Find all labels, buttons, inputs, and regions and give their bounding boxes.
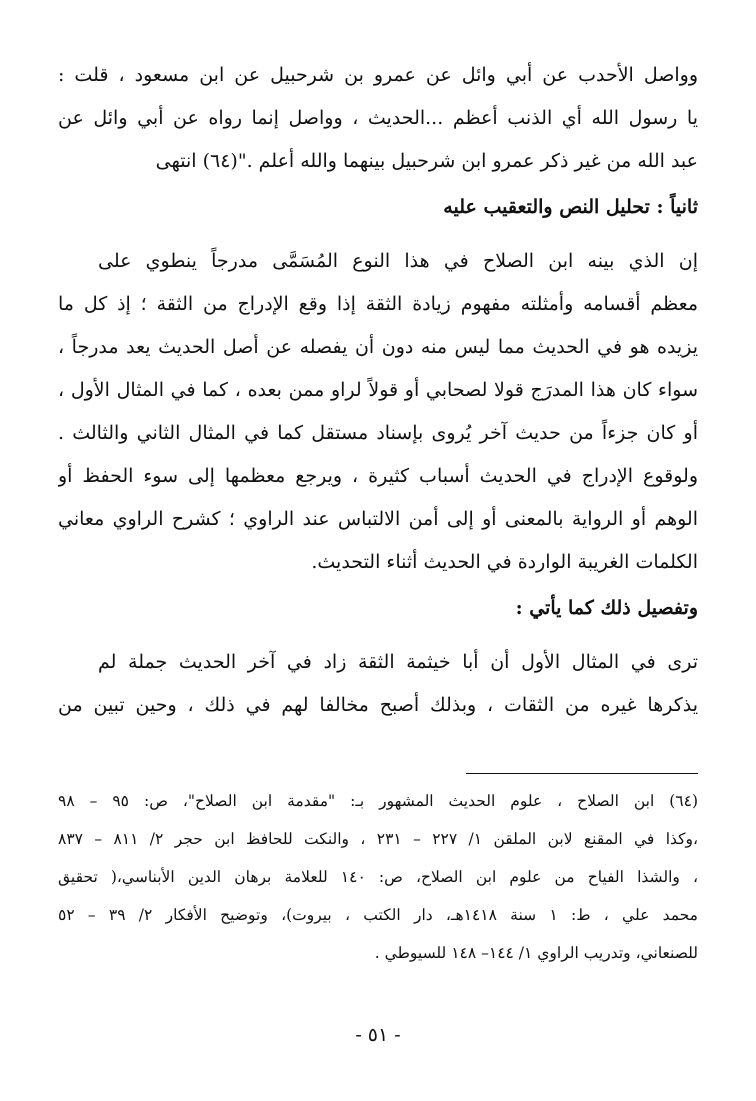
footnote-line: للصنعاني، وتدريب الراوي ١/ ١٤٤– ١٤٨ للسيوطي . — [374, 944, 698, 962]
footnote-line: محمد علي ، ط: ١ سنة ١٤١٨هـ، دار الكتب ، بيروت)، وتوضيح الأفكار ٢/ ٣٩ – ٥٢ — [58, 906, 698, 924]
body-line: وواصل الأحدب عن أبي وائل عن عمرو بن شرحبيل عن ابن مسعود ، قلت : — [58, 64, 698, 86]
paragraph-line: سواء كان هذا المدرَج قولا لصحابي أو قولاً لراو ممن بعده ، كما في المثال الأول ، — [58, 379, 698, 401]
body-line: يا رسول الله أي الذنب أعظم ...الحديث ، وواصل إنما رواه عن أبي وائل عن — [58, 107, 698, 129]
paragraph-line: أو كان جزءاً من حديث آخر يُروى بإسناد مستقل كما في المثال الثاني والثالث . — [58, 422, 698, 444]
paragraph-line: إن الذي بينه ابن الصلاح في هذا النوع المُسَمَّى مدرجاً ينطوي على — [98, 250, 698, 272]
paragraph-line: ولوقوع الإدراج في الحديث أسباب كثيرة ، ويرجع معظمها إلى سوء الحفظ أو — [58, 465, 698, 487]
paragraph-line: يزيده هو في الحديث مما ليس منه دون أن يفصله عن أصل الحديث يعد مدرجاً ، — [58, 336, 698, 358]
paragraph-line: معظم أقسامه وأمثلته مفهوم زيادة الثقة إذا وقع الإدراج من الثقة ؛ إذ كل ما — [58, 293, 698, 315]
body-line: عبد الله من غير ذكر عمرو ابن شرحبيل بينهما والله أعلم ."(٦٤) انتهى — [155, 150, 698, 172]
paragraph-line: الوهم أو الرواية بالمعنى أو إلى أمن الالتباس عند الراوي ؛ كشرح الراوي معاني — [58, 508, 698, 530]
footnote-line: (٦٤) ابن الصلاح ، علوم الحديث المشهور بـ: "مقدمة ابن الصلاح"، ص: ٩٥ – ٩٨ — [58, 792, 698, 810]
footnote-line: ،وكذا في المقنع لابن الملقن ١/ ٢٢٧ – ٢٣١ ، والنكت للحافظ ابن حجر ٢/ ٨١١ – ٨٣٧ — [58, 830, 698, 848]
paragraph-line: ترى في المثال الأول أن أبا خيثمة الثقة زاد في آخر الحديث جملة لم — [98, 651, 698, 673]
footnote-separator — [466, 773, 698, 774]
footnote-line: ، والشذا الفياح من علوم ابن الصلاح، ص: ١٤٠ للعلامة برهان الدين الأبناسي،( تحقيق — [58, 868, 698, 886]
page-number: - ٥١ - — [355, 1024, 401, 1046]
section-heading: ثانياً : تحليل النص والتعقيب عليه — [443, 196, 698, 218]
paragraph-line: يذكرها غيره من الثقات ، وبذلك أصبح مخالفا لهم في ذلك ، وحين تبين من — [58, 694, 698, 716]
subsection-heading: وتفصيل ذلك كما يأتي : — [515, 597, 698, 619]
paragraph-line: الكلمات الغريبة الواردة في الحديث أثناء التحديث. — [311, 551, 698, 573]
